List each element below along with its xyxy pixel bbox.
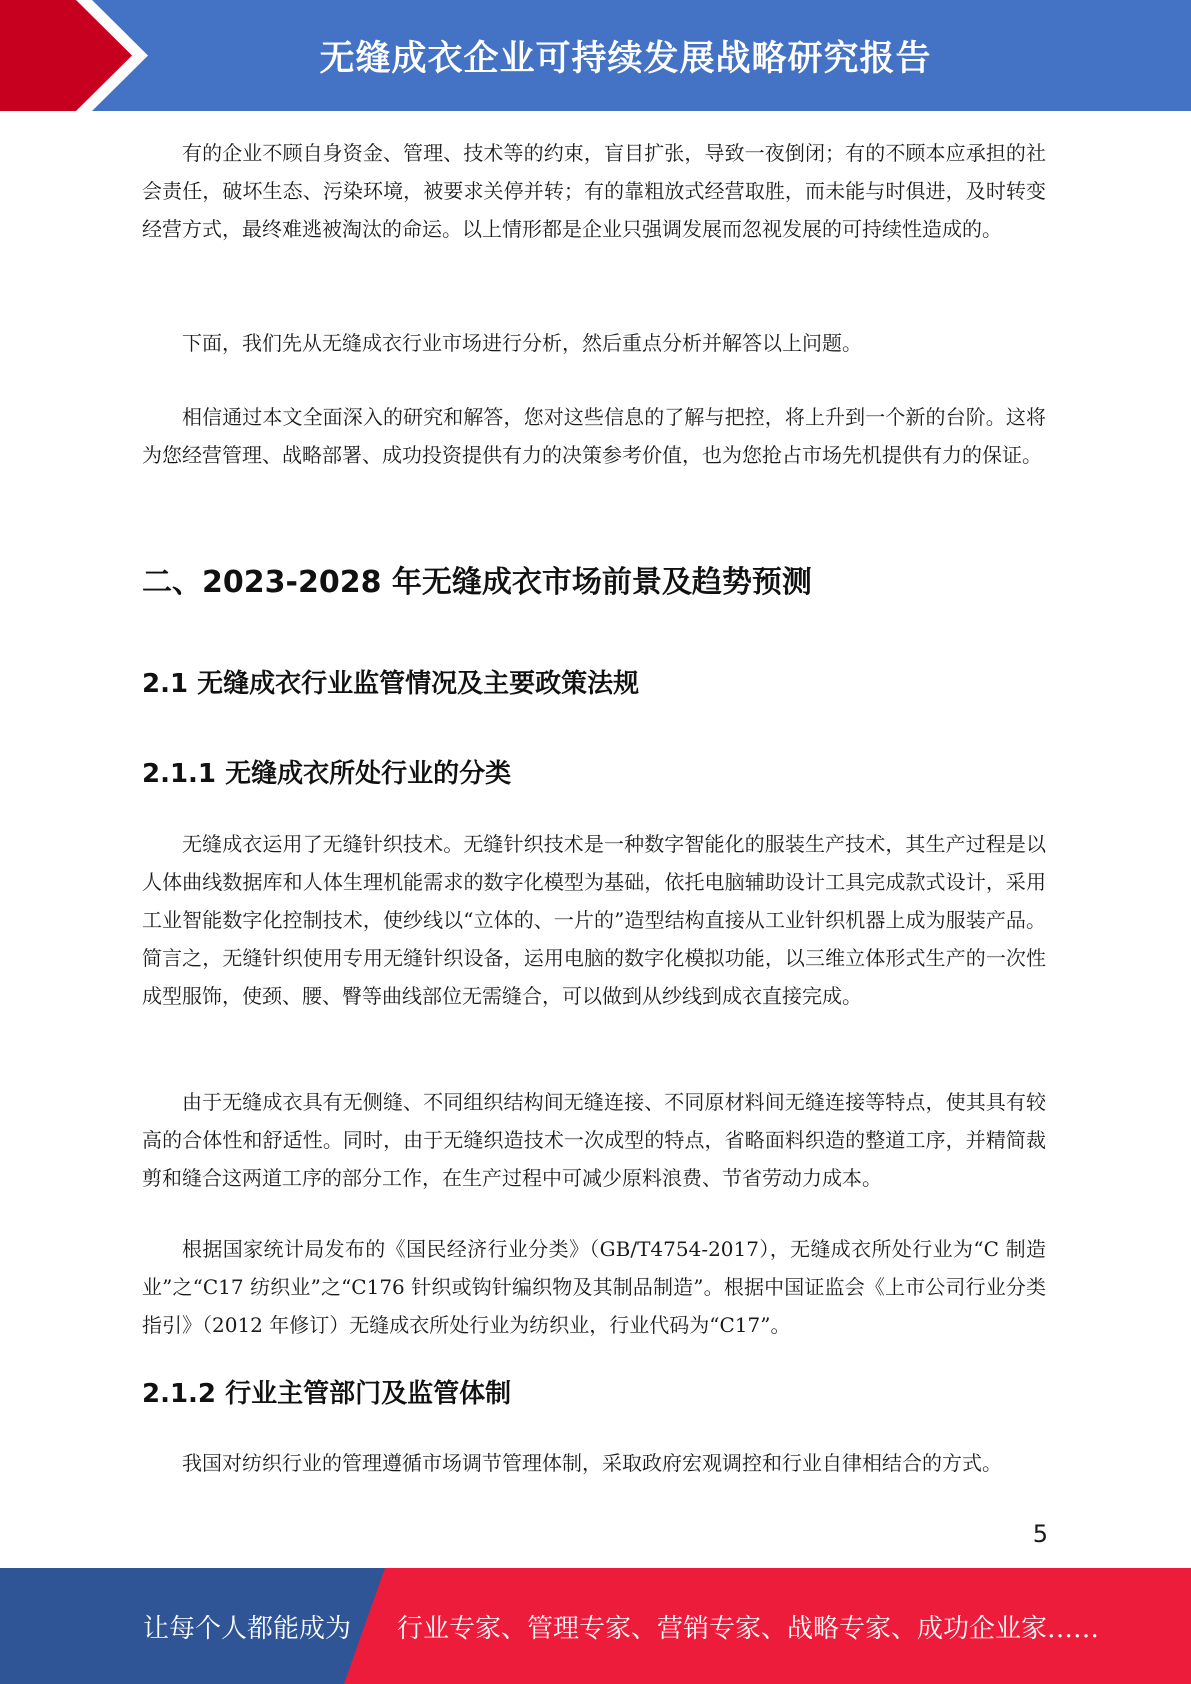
subsection-heading: 2.1 无缝成衣行业监管情况及主要政策法规 bbox=[142, 669, 640, 699]
paragraph-6: 根据国家统计局发布的《国民经济行业分类》（GB/T4754-2017），无缝成衣所处行业为“C 制造业”之“C17 纺织业”之“C176 针织或钩针编织物及其制品制造”。根据中国证监会《上市公司行业分类指引》（2012 年修订）无缝成衣所处行业为纺织业，行业代码为“C17”。 bbox=[142, 1237, 1046, 1337]
header-chevron-icon bbox=[0, 0, 160, 111]
paragraph-3: 相信通过本文全面深入的研究和解答，您对这些信息的了解与把控，将上升到一个新的台阶。这将为您经营管理、战略部署、成功投资提供有力的决策参考价值，也为您抢占市场先机提供有力的保证。 bbox=[142, 405, 1046, 467]
footer-slogan-left: 让每个人都能成为 bbox=[143, 1613, 352, 1644]
section-heading: 二、2023-2028 年无缝成衣市场前景及趋势预测 bbox=[142, 565, 812, 600]
paragraph-1: 有的企业不顾自身资金、管理、技术等的约束，盲目扩张，导致一夜倒闭；有的不顾本应承担的社会责任，破坏生态、污染环境，被要求关停并转；有的靠粗放式经营取胜，而未能与时俱进，及时转变经营方式，最终难逃被淘汰的命运。以上情形都是企业只强调发展而忽视发展的可持续性造成的。 bbox=[142, 141, 1046, 241]
footer-banner bbox=[0, 1568, 1191, 1684]
subsubsection-heading-classification: 2.1.1 无缝成衣所处行业的分类 bbox=[142, 759, 512, 789]
subsubsection-heading-regulation: 2.1.2 行业主管部门及监管体制 bbox=[142, 1379, 512, 1409]
paragraph-7: 我国对纺织行业的管理遵循市场调节管理体制，采取政府宏观调控和行业自律相结合的方式。 bbox=[182, 1451, 1002, 1475]
paragraph-5: 由于无缝成衣具有无侧缝、不同组织结构间无缝连接、不同原材料间无缝连接等特点，使其具有较高的合体性和舒适性。同时，由于无缝织造技术一次成型的特点，省略面料织造的整道工序，并精简裁剪和缝合这两道工序的部分工作，在生产过程中可减少原料浪费、节省劳动力成本。 bbox=[142, 1090, 1046, 1190]
page-number: 5 bbox=[1032, 1520, 1048, 1548]
paragraph-4: 无缝成衣运用了无缝针织技术。无缝针织技术是一种数字智能化的服装生产技术，其生产过程是以人体曲线数据库和人体生理机能需求的数字化模型为基础，依托电脑辅助设计工具完成款式设计，采用工业智能数字化控制技术，使纱线以“立体的、一片的”造型结构直接从工业针织机器上成为服装产品。简言之，无缝针织使用专用无缝针织设备，运用电脑的数字化模拟功能，以三维立体形式生产的一次性成型服饰，使颈、腰、臀等曲线部位无需缝合，可以做到从纱线到成衣直接完成。 bbox=[142, 832, 1046, 1008]
paragraph-2: 下面，我们先从无缝成衣行业市场进行分析，然后重点分析并解答以上问题。 bbox=[182, 331, 862, 355]
footer-slogan-right: 行业专家、管理专家、营销专家、战略专家、成功企业家…… bbox=[397, 1613, 1100, 1644]
report-title: 无缝成衣企业可持续发展战略研究报告 bbox=[319, 38, 932, 79]
header-banner bbox=[0, 0, 1191, 111]
